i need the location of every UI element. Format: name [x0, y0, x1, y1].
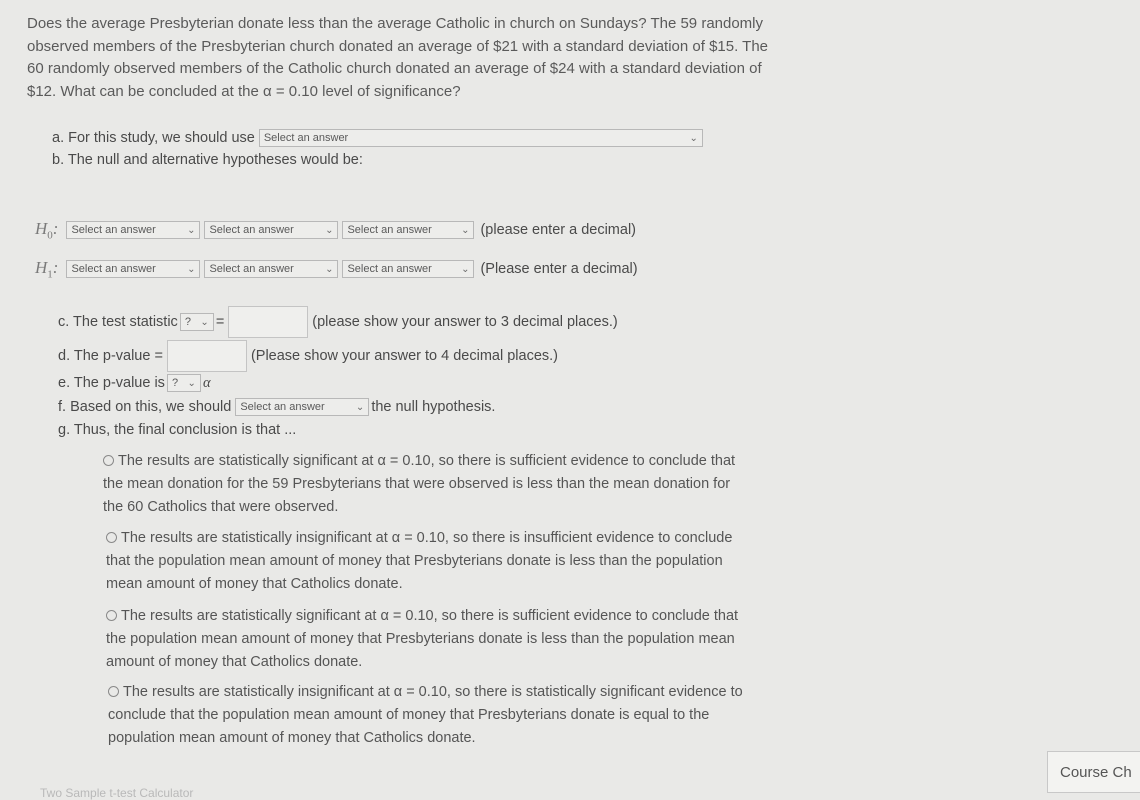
h0-operator-select[interactable]: Select an answer ⌄	[204, 221, 338, 239]
h1-operator-select[interactable]: Select an answer ⌄	[204, 260, 338, 278]
option-text: The results are statistically insignificant at α = 0.10, so there is insufficient evidence to conclude that the population mean amount of money that Presbyterians donate is less than the population mean amount of money that Catholics donate.	[106, 530, 733, 592]
h1-row	[35, 258, 638, 280]
part-c-label: c. The test statistic	[58, 314, 178, 330]
chevron-down-icon: ⌄	[689, 132, 698, 144]
chevron-down-icon: ⌄	[187, 263, 196, 275]
part-c-row	[58, 306, 618, 338]
part-d-label: d. The p-value =	[58, 348, 163, 364]
test-type-select[interactable]	[259, 129, 703, 147]
part-d-note: (Please show your answer to 4 decimal places.)	[250, 348, 558, 364]
test-type-select-value: Select an answer	[263, 132, 349, 144]
h0-value-select[interactable]: Select an answer ⌄	[342, 221, 474, 239]
part-e-row	[58, 374, 211, 392]
h1-symbol: $H_1$:	[35, 258, 59, 281]
h0-symbol: $H_0$:	[35, 219, 59, 242]
part-g-label: g. Thus, the final conclusion is that ...	[58, 422, 297, 438]
conclusion-option-1[interactable]	[103, 450, 753, 519]
part-f-row	[58, 398, 495, 416]
chevron-down-icon: ⌄	[325, 224, 334, 236]
h0-note: (please enter a decimal)	[480, 222, 637, 239]
chevron-down-icon: ⌄	[461, 224, 470, 236]
decision-select[interactable]: Select an answer ⌄	[235, 398, 369, 416]
h0-row	[35, 219, 636, 241]
h0-param-select[interactable]: Select an answer ⌄	[66, 221, 200, 239]
chevron-down-icon: ⌄	[355, 401, 365, 413]
radio-button[interactable]	[108, 686, 119, 697]
radio-button[interactable]	[103, 455, 114, 466]
part-a-label: a. For this study, we should use	[52, 130, 255, 146]
chevron-down-icon: ⌄	[325, 263, 334, 275]
test-statistic-select[interactable]: ? ⌄	[180, 313, 214, 331]
conclusion-option-2[interactable]	[106, 527, 756, 596]
chevron-down-icon: ⌄	[187, 377, 196, 389]
part-f-label: f. Based on this, we should	[58, 399, 232, 415]
h1-value-select[interactable]: Select an answer ⌄	[342, 260, 474, 278]
radio-button[interactable]	[106, 610, 117, 621]
calculator-link[interactable]: Two Sample t-test Calculator	[40, 786, 194, 800]
option-text: The results are statistically insignificant at α = 0.10, so there is statistically significant evidence to conclude that the population mean amount of money that Presbyterians donate is equal to the population mean amount of money that Catholics donate.	[108, 684, 743, 746]
option-text: The results are statistically significant at α = 0.10, so there is sufficient evidence to conclude that the population mean amount of money that Presbyterians donate is less than the population mean amount of money that Catholics donate.	[106, 608, 739, 670]
p-value-input[interactable]	[167, 340, 247, 372]
chevron-down-icon: ⌄	[200, 316, 209, 328]
radio-button[interactable]	[106, 532, 117, 543]
chevron-down-icon: ⌄	[461, 263, 470, 275]
p-value-compare-select[interactable]: ? ⌄	[167, 374, 201, 392]
question-text: Does the average Presbyterian donate less than the average Catholic in church on Sundays? The 59 randomly observed members of the Presbyterian church donated an average of $21 with a standard deviation of $15. The 60 randomly observed members of the Catholic church donated an average of $24 with a standard deviation of $12. What can be concluded at the α = 0.10 level of significance?	[27, 15, 769, 100]
alpha-symbol: α	[202, 374, 211, 391]
conclusion-option-3[interactable]	[106, 605, 756, 674]
conclusion-option-4[interactable]	[108, 681, 758, 750]
part-d-row	[58, 340, 558, 372]
part-f-after: the null hypothesis.	[371, 399, 496, 415]
h1-note: (Please enter a decimal)	[480, 261, 638, 278]
option-text: The results are statistically significant at α = 0.10, so there is sufficient evidence to conclude that the mean donation for the 59 Presbyterians that were observed is less than the mean donation for the 60 Catholics that were observed.	[103, 453, 736, 515]
part-c-note: (please show your answer to 3 decimal places.)	[312, 314, 618, 330]
part-a-row	[52, 129, 705, 147]
chevron-down-icon: ⌄	[187, 224, 196, 236]
course-button[interactable]: Course Ch	[1047, 751, 1140, 793]
h1-param-select[interactable]: Select an answer ⌄	[66, 260, 200, 278]
part-b-label: b. The null and alternative hypotheses would be:	[52, 152, 363, 168]
part-e-label: e. The p-value is	[58, 375, 165, 391]
test-statistic-input[interactable]	[228, 306, 308, 338]
equals-sign: =	[215, 314, 225, 330]
